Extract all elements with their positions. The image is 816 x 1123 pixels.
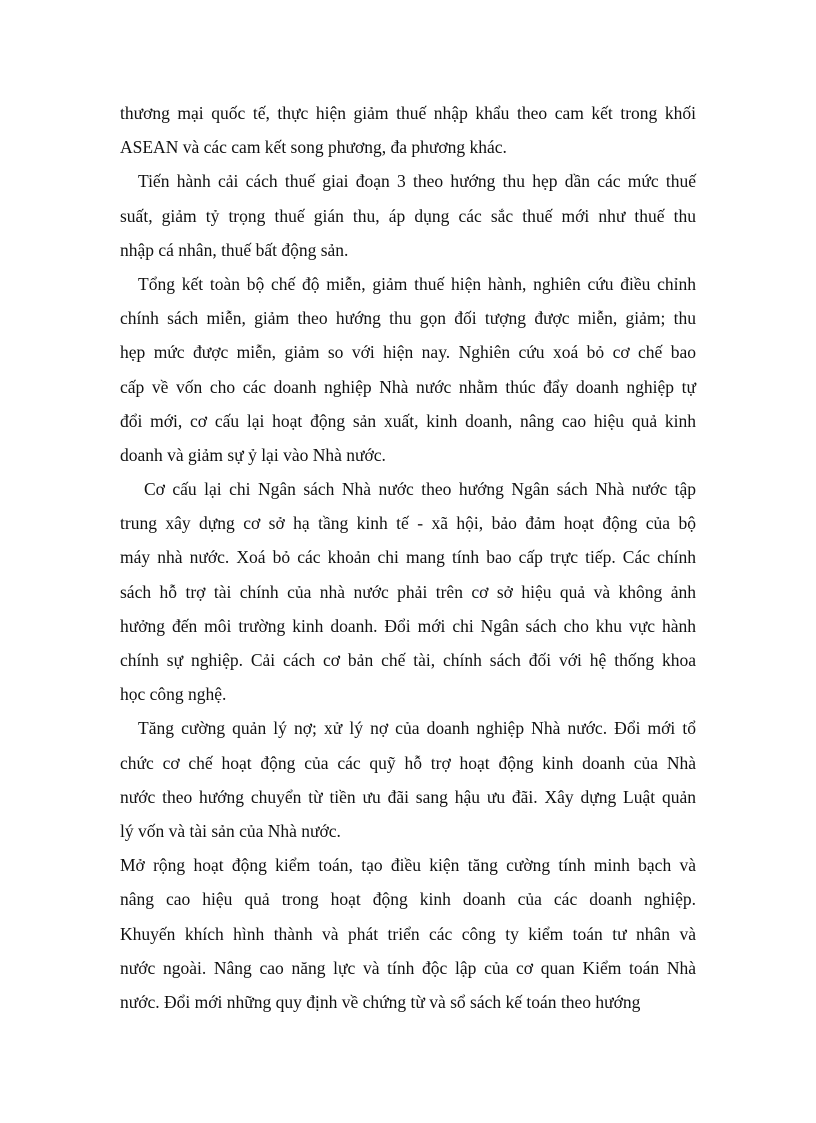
- text-line: chính sách miễn, giảm theo hướng thu gọn đối tượng được miễn, giảm; thu: [120, 308, 696, 329]
- text-line: Mở rộng hoạt động kiểm toán, tạo điều kiện tăng cường tính minh bạch và: [120, 855, 696, 876]
- text-line: học công nghệ.: [120, 684, 227, 705]
- text-line: trung xây dựng cơ sở hạ tầng kinh tế - xã hội, bảo đảm hoạt động của bộ: [120, 513, 696, 534]
- text-line: nhập cá nhân, thuế bất động sản.: [120, 239, 349, 260]
- text-line: sách hỗ trợ tài chính của nhà nước phải trên cơ sở hiệu quả và không ảnh: [120, 581, 696, 602]
- text-line: Tăng cường quản lý nợ; xử lý nợ của doanh nghiệp Nhà nước. Đổi mới tổ: [138, 718, 696, 739]
- text-line: hẹp mức được miễn, giảm so với hiện nay. Nghiên cứu xoá bỏ cơ chế bao: [120, 342, 696, 363]
- text-line: Khuyến khích hình thành và phát triển các công ty kiểm toán tư nhân và: [120, 923, 696, 944]
- text-line: doanh và giảm sự ỷ lại vào Nhà nước.: [120, 444, 386, 465]
- text-line: lý vốn và tài sản của Nhà nước.: [120, 820, 341, 841]
- text-line: Tiến hành cải cách thuế giai đoạn 3 theo hướng thu hẹp dần các mức thuế: [138, 171, 696, 192]
- text-line: Cơ cấu lại chi Ngân sách Nhà nước theo hướng Ngân sách Nhà nước tập: [144, 479, 696, 500]
- document-page: [120, 96, 696, 1019]
- text-line: thương mại quốc tế, thực hiện giảm thuế nhập khẩu theo cam kết trong khối: [120, 103, 696, 123]
- text-line: ASEAN và các cam kết song phương, đa phương khác.: [120, 137, 507, 158]
- text-line: đổi mới, cơ cấu lại hoạt động sản xuất, kinh doanh, nâng cao hiệu quả kinh: [120, 410, 696, 431]
- text-line: cấp về vốn cho các doanh nghiệp Nhà nước nhằm thúc đẩy doanh nghiệp tự: [120, 376, 696, 397]
- text-line: chính sự nghiệp. Cải cách cơ bản chế tài, chính sách đối với hệ thống khoa: [120, 650, 696, 670]
- text-line: suất, giảm tỷ trọng thuế gián thu, áp dụng các sắc thuế mới như thuế thu: [120, 205, 696, 226]
- text-line: hưởng đến môi trường kinh doanh. Đổi mới chi Ngân sách cho khu vực hành: [120, 615, 696, 636]
- text-line: Tổng kết toàn bộ chế độ miễn, giảm thuế hiện hành, nghiên cứu điều chỉnh: [138, 273, 696, 294]
- text-line: máy nhà nước. Xoá bỏ các khoản chi mang tính bao cấp trực tiếp. Các chính: [120, 547, 696, 568]
- text-line: nước ngoài. Nâng cao năng lực và tính độc lập của cơ quan Kiểm toán Nhà: [120, 957, 696, 978]
- text-line: nước theo hướng chuyển từ tiền ưu đãi sang hậu ưu đãi. Xây dựng Luật quản: [120, 786, 696, 807]
- text-line: chức cơ chế hoạt động của các quỹ hỗ trợ hoạt động kinh doanh của Nhà: [120, 752, 696, 773]
- document-body: [120, 96, 696, 1019]
- text-line: nước. Đổi mới những quy định về chứng từ và sổ sách kế toán theo hướng: [120, 991, 641, 1012]
- text-line: nâng cao hiệu quả trong hoạt động kinh doanh của các doanh nghiệp.: [120, 889, 696, 910]
